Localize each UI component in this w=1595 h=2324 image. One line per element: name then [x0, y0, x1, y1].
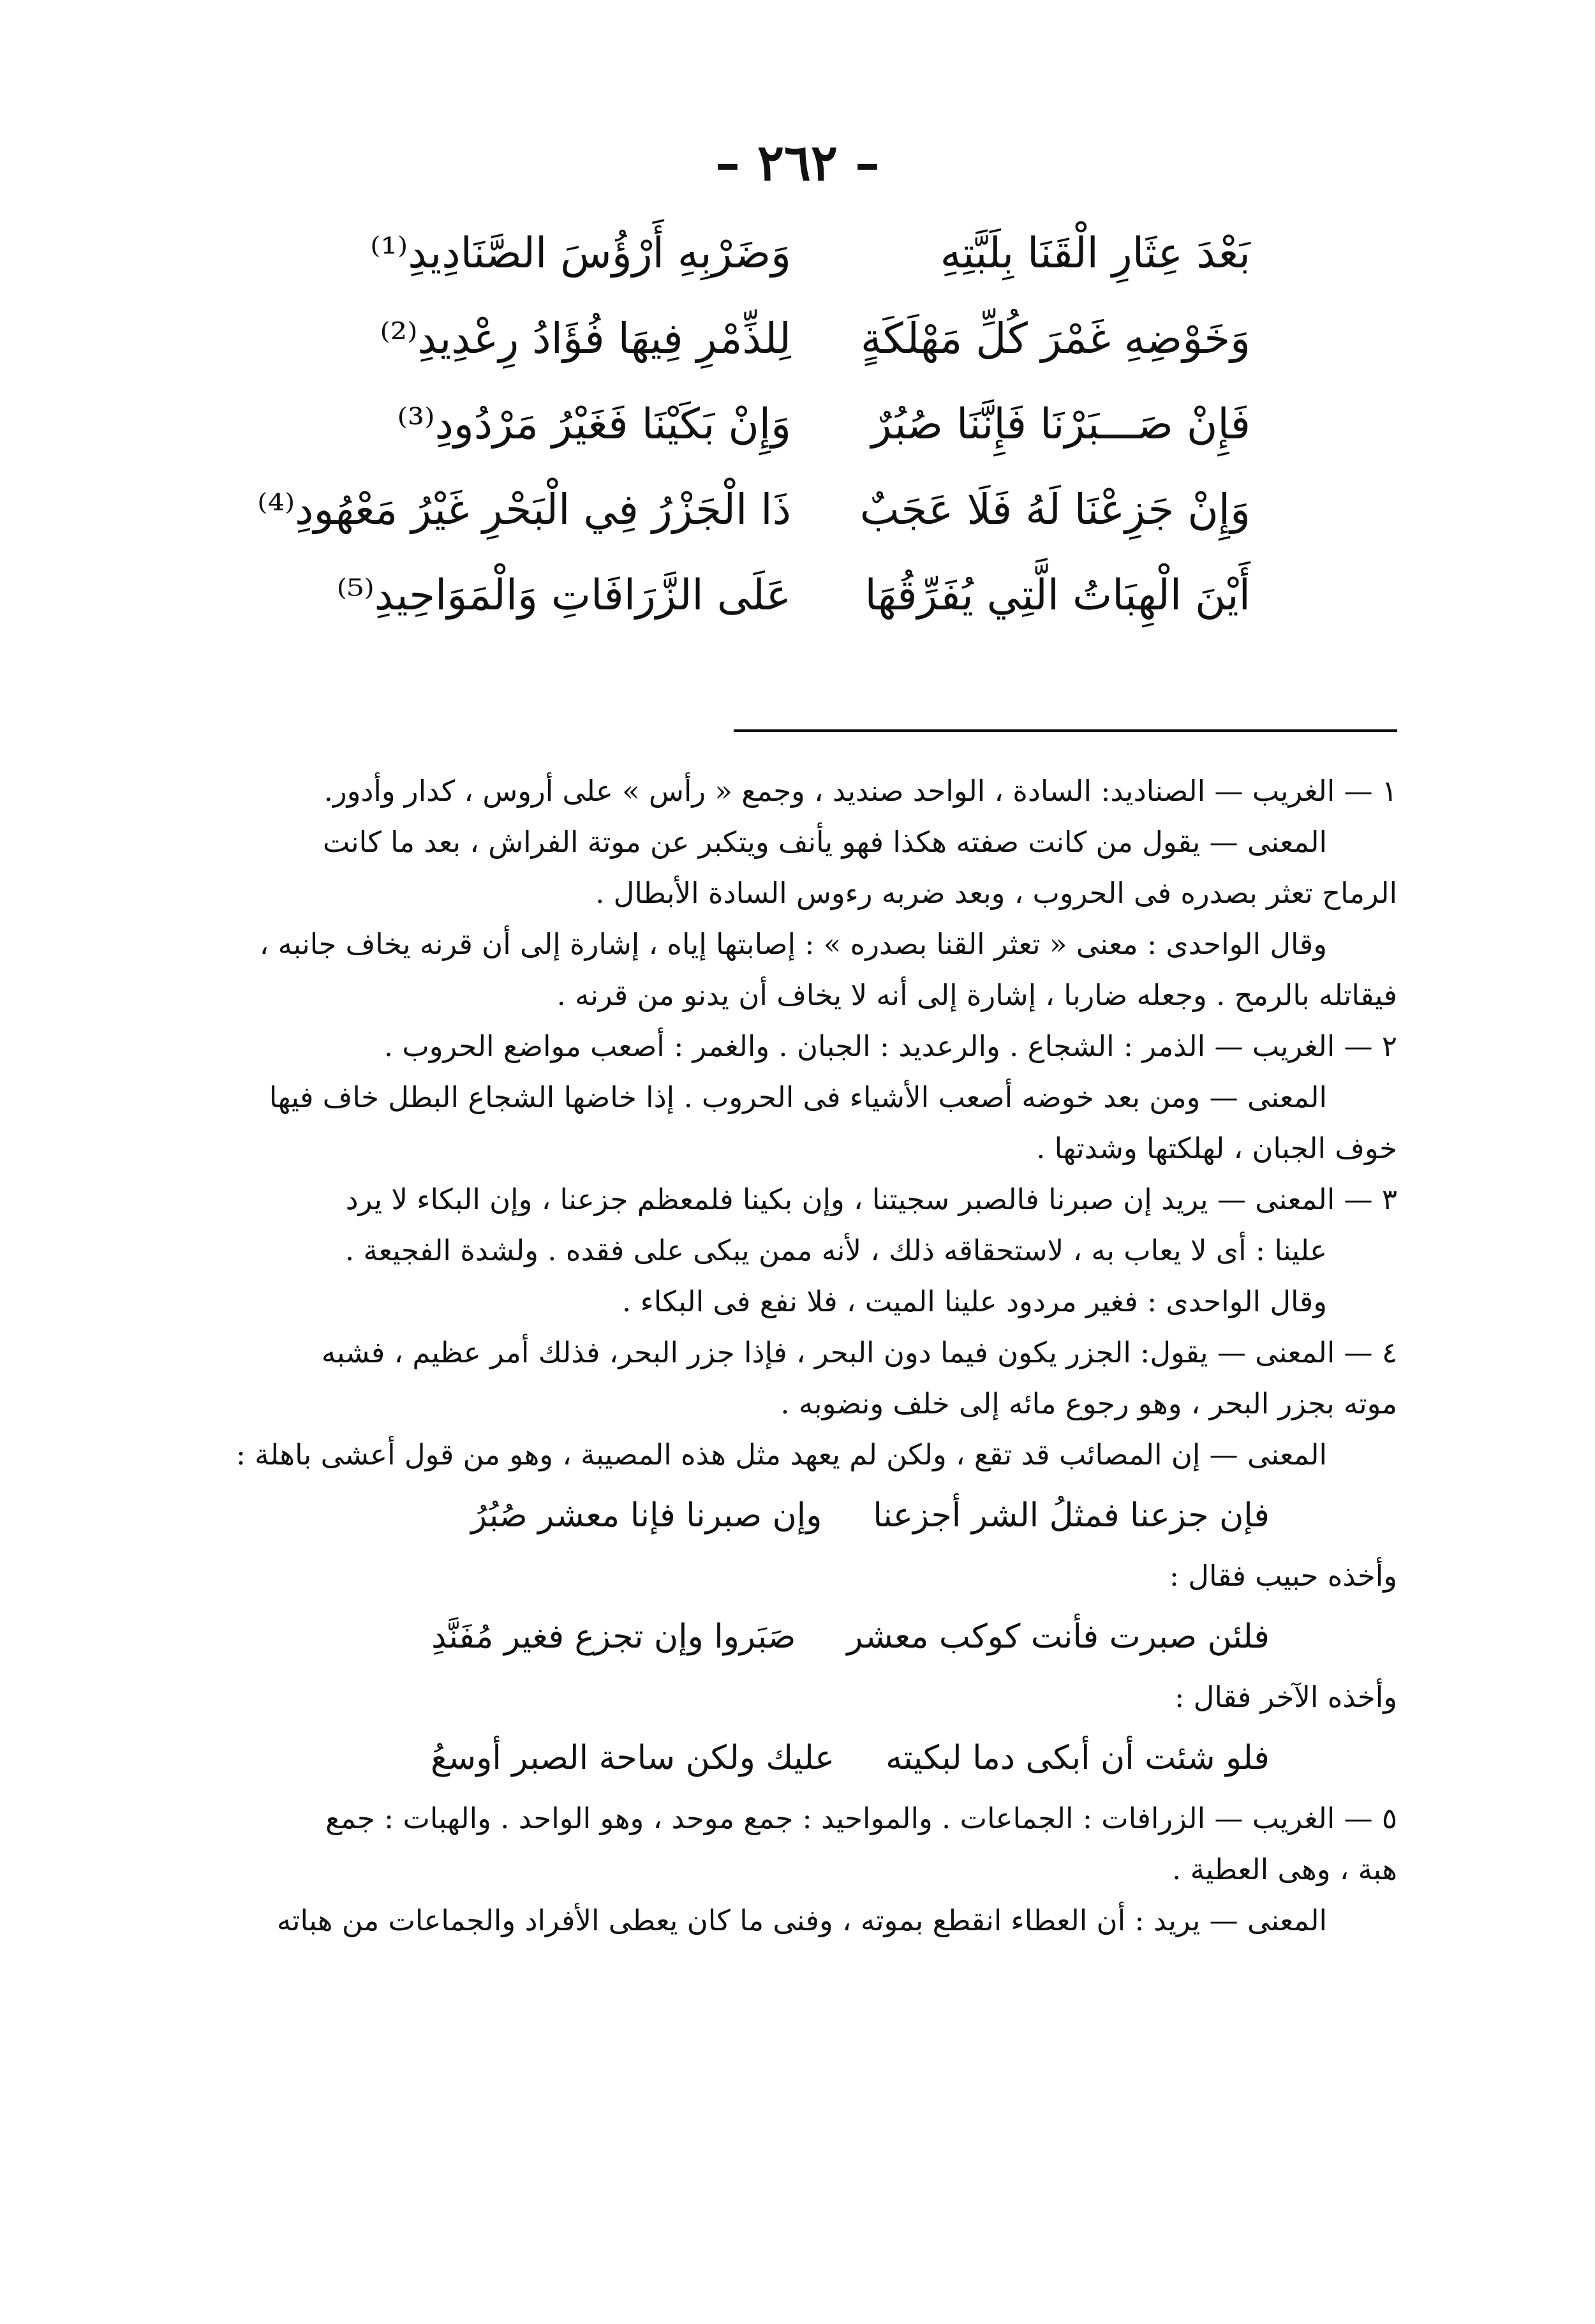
footnote-line: وقال الواحدى : فغير مردود علينا الميت ، فلا نفع فى البكاء . [621, 1285, 1327, 1318]
verse-first-hemistich: وَخَوْضِهِ غَمْرَ كُلِّ مَهْلَكَةٍ [860, 314, 1250, 363]
verse-second-hemistich: ذَا الْجَزْرُ فِي الْبَحْرِ غَيْرُ مَعْهُودِ⁽⁴⁾ [257, 485, 791, 534]
verse-line [332, 382, 1250, 467]
quoted-verse-first-hemistich: فإن جزعنا فمثلُ الشر أجزعنا [873, 1496, 1270, 1535]
page-number: – ٢٦٢ – [715, 134, 880, 192]
quoted-verse-second-hemistich: صَبَروا وإن تجزع فغير مُفَنَّدِ [431, 1618, 796, 1656]
footnote-line: وأخذه الآخر فقال : [1175, 1680, 1397, 1714]
footnote-line: ١ — الغريب — الصناديد: السادة ، الواحد صنديد ، وجمع « رأس » على أروس ، كدار وأدور. [323, 774, 1397, 808]
verse-line [257, 467, 1250, 553]
verse-line [332, 296, 1250, 382]
footnote-divider [734, 729, 1397, 732]
footnote-line: فيقاتله بالرمح . وجعله ضاربا ، إشارة إلى أنه لا يخاف أن يدنو من قرنه . [556, 978, 1397, 1012]
verse-first-hemistich: فَإِنْ صَـــبَرْنَا فَإِنَّنَا صُبُرٌ [871, 399, 1250, 449]
verse-first-hemistich: أَيْنَ الْهِبَاتُ الَّتِي يُفَرِّقُهَا [864, 570, 1250, 620]
footnote-line: ٣ — المعنى — يريد إن صبرنا فالصبر سجيتنا ، وإن بكينا فلمعظم جزعنا ، وإن البكاء لا يرد [345, 1182, 1397, 1216]
quoted-verse-second-hemistich: وإن صبرنا فإنا معشر صُبُرُ [471, 1496, 822, 1535]
quoted-verse-first-hemistich: فلو شئت أن أبكى دما لبكيته [886, 1739, 1270, 1777]
quoted-verse-first-hemistich: فلئن صبرت فأنت كوكب معشر [847, 1618, 1270, 1656]
footnote-line: المعنى — إن المصائب قد تقع ، ولكن لم يعهد مثل هذه المصيبة ، وهو من قول أعشى باهلة : [235, 1438, 1327, 1471]
verse-second-hemistich: وَضَرْبِهِ أَرْؤُسَ الصَّنَادِيدِ⁽¹⁾ [370, 228, 791, 278]
footnote-line: ٤ — المعنى — يقول: الجزر يكون فيما دون البحر ، فإذا جزر البحر، فذلك أمر عظيم ، فشبه [321, 1336, 1397, 1369]
footnote-line: خوف الجبان ، لهلكتها وشدتها . [1036, 1131, 1397, 1165]
footnote-line: هبة ، وهى العطية . [1172, 1852, 1397, 1886]
footnote-line: المعنى — يقول من كانت صفته هكذا فهو يأنف ويتكبر عن موتة الفراش ، بعد ما كانت [322, 825, 1327, 859]
footnote-line: وأخذه حبيب فقال : [1169, 1559, 1397, 1593]
footnote-line: علينا : أى لا يعاب به ، لاستحقاقه ذلك ، لأنه ممن يبكى على فقده . ولشدة الفجيعة . [345, 1233, 1327, 1267]
verse-second-hemistich: عَلَى الزَّرَافَاتِ وَالْمَوَاحِيدِ⁽⁵⁾ [336, 570, 791, 620]
poem-verses [257, 211, 1250, 638]
footnote-line: ٥ — الغريب — الزرافات : الجماعات . والمواحيد : جمع موحد ، وهو الواحد . والهبات : جمع [325, 1801, 1397, 1835]
verse-second-hemistich: وَإِنْ بَكَيْنَا فَغَيْرُ مَرْدُودِ⁽³⁾ [397, 399, 791, 449]
verse-first-hemistich: بَعْدَ عِثَارِ الْقَنَا بِلَبَّتِهِ [940, 228, 1250, 278]
quoted-verse-second-hemistich: عليك ولكن ساحة الصبر أوسعُ [430, 1739, 835, 1777]
footnote-line: المعنى — ومن بعد خوضه أصعب الأشياء فى الحروب . إذا خاضها الشجاع البطل خاف فيها [269, 1080, 1327, 1114]
verse-line [332, 553, 1250, 638]
verse-second-hemistich: لِلذِّمْرِ فِيهَا فُؤَادُ رِعْدِيدِ⁽²⁾ [380, 314, 791, 363]
verse-line [332, 211, 1250, 296]
verse-first-hemistich: وَإِنْ جَزِعْنَا لَهُ فَلَا عَجَبٌ [859, 485, 1250, 534]
footnote-line: الرماح تعثر بصدره فى الحروب ، وبعد ضربه رءوس السادة الأبطال . [595, 876, 1397, 910]
quoted-verse [204, 1602, 1397, 1672]
footnote-line: المعنى — يريد : أن العطاء انقطع بموته ، وفنى ما كان يعطى الأفراد والجماعات من هباته [276, 1903, 1327, 1937]
quoted-verse [204, 1723, 1397, 1793]
footnotes [204, 766, 1397, 1946]
quoted-verse [204, 1480, 1397, 1551]
footnote-line: ٢ — الغريب — الذمر : الشجاع . والرعديد : الجبان . والغمر : أصعب مواضع الحروب . [383, 1029, 1397, 1063]
footnote-line: موته بجزر البحر ، وهو رجوع مائه إلى خلف ونضوبه . [780, 1387, 1397, 1420]
footnote-line: وقال الواحدى : معنى « تعثر القنا بصدره » : إصابتها إياه ، إشارة إلى أن قرنه يخاف جانبه ، [259, 927, 1327, 961]
